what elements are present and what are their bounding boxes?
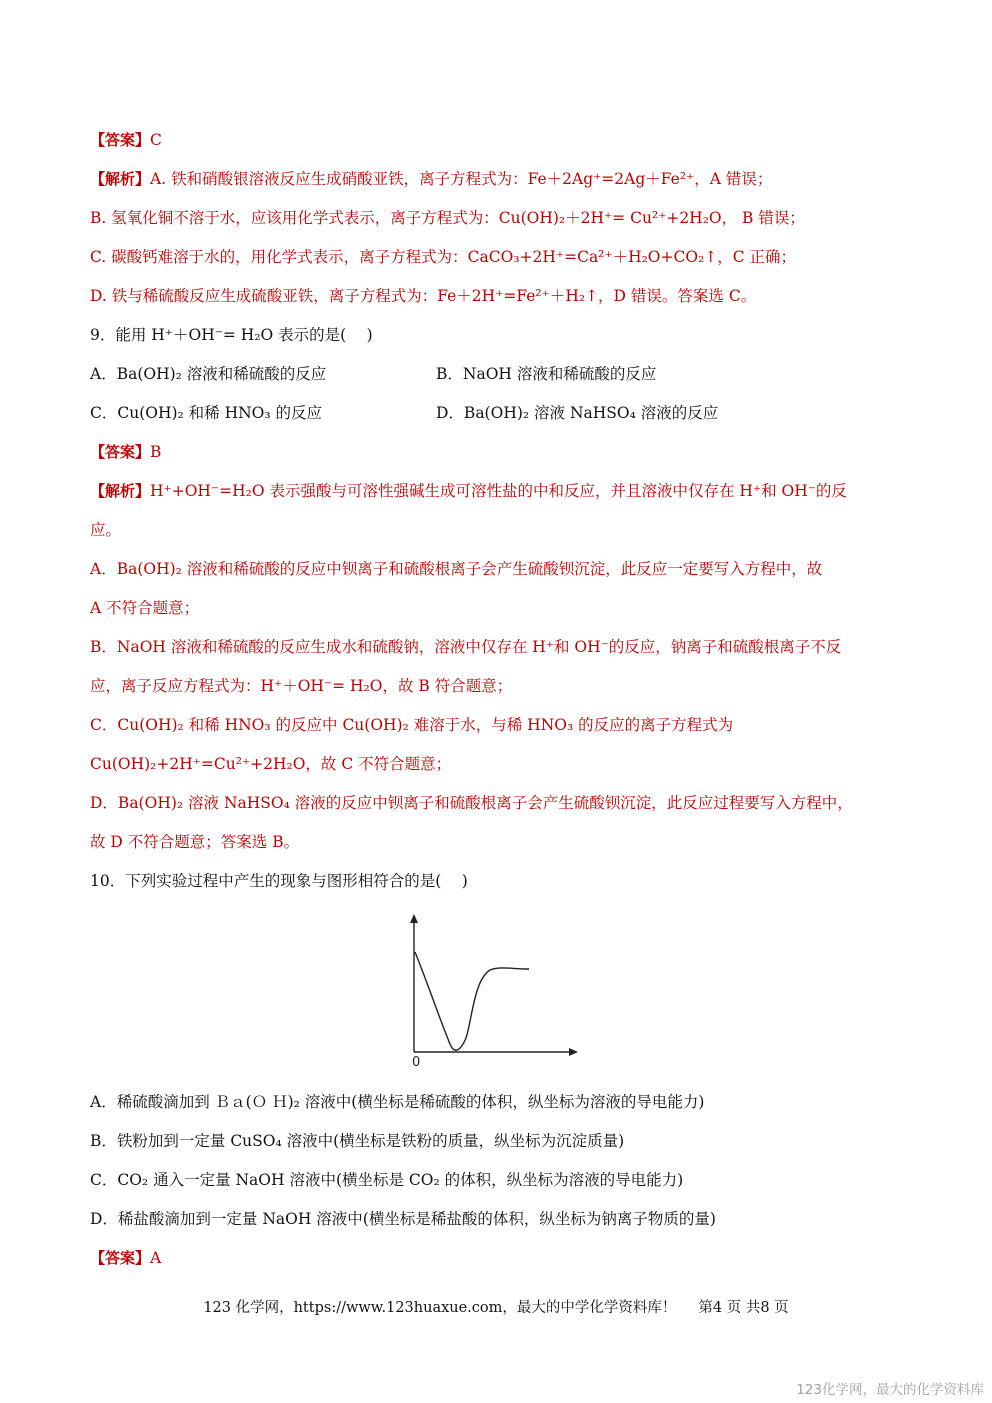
option-b: B．NaOH 溶液和稀硫酸的反应 xyxy=(436,365,657,383)
analysis-line: D．Ba(OH)₂ 溶液 NaHSO₄ 溶液的反应中钡离子和硫酸根离子会产生硫酸钡沉淀，此反应过程要写入方程中， xyxy=(90,794,853,812)
analysis-line: D. 铁与稀硫酸反应生成硫酸亚铁，离子方程式为：Fe＋2H⁺=Fe²⁺＋H₂↑，D 错误。答案选 C。 xyxy=(90,287,757,305)
option-b: B．铁粉加到一定量 CuSO₄ 溶液中(横坐标是铁粉的质量，纵坐标为沉淀质量) xyxy=(90,1132,625,1150)
analysis-line: A．Ba(OH)₂ 溶液和稀硫酸的反应中钡离子和硫酸根离子会产生硫酸钡沉淀，此反应一定要写入方程中，故 xyxy=(90,560,823,578)
analysis-line: 应。 xyxy=(90,521,122,539)
y-axis-arrow xyxy=(410,914,418,923)
watermark: 123化学网，最大的化学资料库 xyxy=(796,1382,984,1398)
graph-svg xyxy=(400,912,584,1070)
footer-site: 123 化学网，https://www.123huaxue.com，最大的中学化学资料库！ xyxy=(203,1300,677,1316)
x-axis-arrow xyxy=(569,1048,578,1056)
analysis-line: A 不符合题意； xyxy=(90,599,200,617)
answer-tag: 【答案】 xyxy=(90,131,151,149)
analysis-line: 应，离子反应方程式为：H⁺＋OH⁻= H₂O，故 B 符合题意； xyxy=(90,677,513,695)
question-9-stem: 9．能用 H⁺＋OH⁻= H₂O 表示的是( ) xyxy=(90,326,373,344)
analysis-text: A. 铁和硝酸银溶液反应生成硝酸亚铁，离子方程式为：Fe＋2Ag⁺=2Ag＋Fe²⁺，A 错误； xyxy=(150,170,773,188)
question-10-stem: 10．下列实验过程中产生的现象与图形相符合的是( ) xyxy=(90,872,468,890)
analysis-line: C. 碳酸钙难溶于水的，用化学式表示，离子方程式为：CaCO₃+2H⁺=Ca²⁺＋H₂O+CO₂↑，C 正确； xyxy=(90,248,797,266)
analysis-line xyxy=(90,166,904,192)
question-9-options-row xyxy=(90,361,904,387)
analysis-line: B．NaOH 溶液和稀硫酸的反应生成水和硫酸钠，溶液中仅存在 H⁺和 OH⁻的反应，钠离子和硫酸根离子不反 xyxy=(90,638,842,656)
analysis-text: H⁺+OH⁻=H₂O 表示强酸与可溶性强碱生成可溶性盐的中和反应，并且溶液中仅存在 H⁺和 OH⁻的反 xyxy=(150,482,847,500)
analysis-line: 故 D 不符合题意；答案选 B。 xyxy=(90,833,300,851)
option-a: A．稀硫酸滴加到 Ｂａ(Ｏ Ｈ)₂ 溶液中(横坐标是稀硫酸的体积，纵坐标为溶液的导电能力) xyxy=(90,1093,705,1111)
origin-label: 0 xyxy=(412,1055,421,1070)
option-a: A．Ba(OH)₂ 溶液和稀硫酸的反应 xyxy=(90,365,327,383)
analysis-line: C．Cu(OH)₂ 和稀 HNO₃ 的反应中 Cu(OH)₂ 难溶于水，与稀 HNO₃ 的反应的离子方程式为 xyxy=(90,716,734,734)
page-footer xyxy=(0,1296,992,1317)
page-number: 第4 页 共8 页 xyxy=(698,1300,789,1316)
analysis-tag: 【解析】 xyxy=(90,482,151,500)
analysis-line: Cu(OH)₂+2H⁺=Cu²⁺+2H₂O，故 C 不符合题意； xyxy=(90,755,452,773)
answer-tag: 【答案】 xyxy=(90,443,151,461)
analysis-line xyxy=(90,478,904,504)
graph-curve xyxy=(415,952,529,1050)
answer-value: C xyxy=(150,131,162,149)
option-d: D．稀盐酸滴加到一定量 NaOH 溶液中(横坐标是稀盐酸的体积，纵坐标为钠离子物质的量) xyxy=(90,1210,716,1228)
answer-value: B xyxy=(150,443,162,461)
answer-line xyxy=(90,127,904,153)
analysis-tag: 【解析】 xyxy=(90,170,151,188)
conductivity-graph xyxy=(400,912,584,1070)
option-d: D．Ba(OH)₂ 溶液 NaHSO₄ 溶液的反应 xyxy=(436,404,719,422)
option-c: C．CO₂ 通入一定量 NaOH 溶液中(横坐标是 CO₂ 的体积，纵坐标为溶液的导电能力) xyxy=(90,1171,684,1189)
answer-tag: 【答案】 xyxy=(90,1249,151,1267)
option-c: C．Cu(OH)₂ 和稀 HNO₃ 的反应 xyxy=(90,404,323,422)
answer-value: A xyxy=(150,1249,162,1267)
question-9-options-row xyxy=(90,400,904,426)
analysis-line: B. 氢氧化铜不溶于水，应该用化学式表示，离子方程式为：Cu(OH)₂＋2H⁺= Cu²⁺+2H₂O， B 错误； xyxy=(90,209,805,227)
answer-line xyxy=(90,1245,904,1271)
answer-line xyxy=(90,439,904,465)
